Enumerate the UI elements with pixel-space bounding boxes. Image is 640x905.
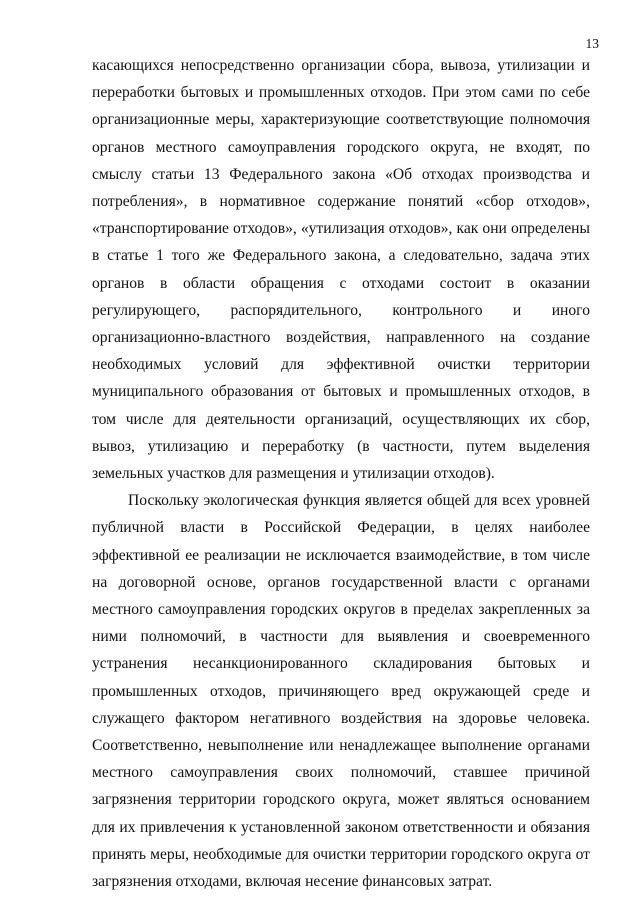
paragraph-environmental-function: Поскольку экологическая функция является общей для всех уровней публичной власти в Российской Федерации, в целях наиболее эффективной ее реализации не исключается взаимодействие, в том числе на договорной основе, органов государственной власти с органами местного самоуправления городских округов в пределах закрепленных за ними полномочий, в частности для выявления и своевременного устранения несанкционированного складирования бытовых и промышленных отходов, причиняющего вред окружающей среде и служащего фактором негативного воздействия на здоровье человека. Соответственно, невыполнение или ненадлежащее выполнение органами местного самоуправления своих полномочий, ставшее причиной загрязнения территории городского округа, может являться основанием для их привлечения к установленной законом ответственности и обязания принять меры, необходимые для очистки территории городского округа от загрязнения отходами, включая несение финансовых затрат. — [92, 492, 590, 891]
page-number: 13 — [585, 36, 599, 51]
body-text — [92, 52, 590, 895]
paragraph-continuation: касающихся непосредственно организации сбора, вывоза, утилизации и переработки бытовых и промышленных отходов. При этом сами по себе организационные меры, характеризующие соответствующие полномочия органов местного самоуправления городского округа, не входят, по смыслу статьи 13 Федерального закона «Об отходах производства и потребления», в нормативное содержание понятий «сбор отходов», «транспортирование отходов», «утилизация отходов», как они определены в статье 1 того же Федерального закона, а следовательно, задача этих органов в области обращения с отходами состоит в оказании регулирующего, распорядительного, контрольного и иного организационно-властного воздействия, направленного на создание необходимых условий для эффективной очистки территории муниципального образования от бытовых и промышленных отходов, в том числе для деятельности организаций, осуществляющих их сбор, вывоз, утилизацию и переработку (в частности, путем выделения земельных участков для размещения и утилизации отходов). — [92, 57, 590, 483]
